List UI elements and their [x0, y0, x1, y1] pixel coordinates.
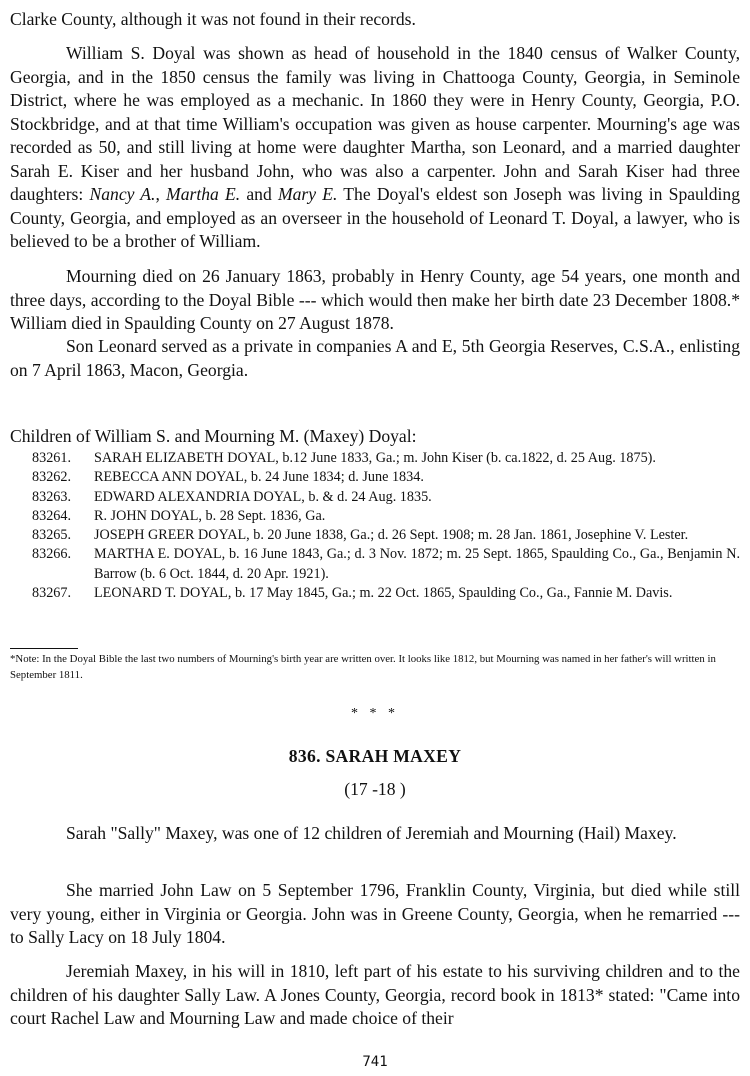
paragraph-census — [10, 42, 740, 254]
child-number: 83265. — [32, 527, 72, 544]
child-number: 83263. — [32, 488, 72, 505]
child-entry: SARAH ELIZABETH DOYAL, b.12 June 1833, Ga.; m. John Kiser (b. ca.1822, d. 25 Aug. 1875). — [94, 450, 656, 466]
document-page — [10, 0, 740, 1076]
census-text-a: William S. Doyal was shown as head of household in the 1840 census of Walker County, Georgia, and in the 1850 census the family was living in Chattooga County, Georgia, in Seminole District, where he was employed as a mechanic. In 1860 they were in Henry County, Georgia, P.O. Stockbridge, and at that time William's occupation was given as house carpenter. Mourning's age was recorded as 50, and still living at home were daughter Martha, son Leonard, and a married daughter Sarah E. Kiser and her husband John, who was also a carpenter. John and Sarah Kiser had three daughters: — [10, 43, 740, 204]
page-number: 741 — [362, 1054, 388, 1070]
child-entry: EDWARD ALEXANDRIA DOYAL, b. & d. 24 Aug. 1835. — [94, 488, 432, 505]
census-sep-2: and — [240, 184, 278, 204]
child-number: 83266. — [32, 546, 72, 563]
footnote-divider — [10, 648, 78, 649]
paragraph-sarah-marriage: She married John Law on 5 September 1796, Franklin County, Virginia, but died while still very young, either in Virginia or Georgia. John was in Greene County, Georgia, when he remarried --- to Sally Lacy on 18 July 1804. — [10, 880, 740, 947]
child-entry: REBECCA ANN DOYAL, b. 24 June 1834; d. June 1834. — [94, 469, 424, 486]
child-entry: JOSEPH GREER DOYAL, b. 20 June 1838, Ga.; d. 26 Sept. 1908; m. 28 Jan. 1861, Josephine V. Lester. — [94, 527, 689, 544]
children-list — [32, 449, 740, 603]
paragraph-sarah-intro: Sarah "Sally" Maxey, was one of 12 children of Jeremiah and Mourning (Hail) Maxey. — [66, 823, 677, 843]
child-entry: LEONARD T. DOYAL, b. 17 May 1845, Ga.; m. 22 Oct. 1865, Spaulding Co., Ga., Fannie M. Davis. — [94, 585, 673, 602]
daughter-name-mary: Mary E. — [277, 184, 338, 204]
census-text-b: The Doyal's eldest son Joseph was living in Spaulding County, Georgia, and employed as an overseer in the household of Leonard T. Doyal, a lawyer, who is believed to be a brother of William. — [10, 184, 741, 251]
list-item — [32, 584, 740, 603]
children-heading: Children of William S. and Mourning M. (Maxey) Doyal: — [10, 426, 417, 446]
child-number: 83261. — [32, 450, 72, 466]
list-item — [32, 526, 740, 545]
section-dates: (17 -18 ) — [344, 779, 406, 799]
paragraph-mourning-death: Mourning died on 26 January 1863, probably in Henry County, age 54 years, one month and three days, according to the Doyal Bible --- which would then make her birth date 23 December 1808.* William died in Spaulding County on 27 August 1878. — [10, 266, 740, 333]
paragraph-leonard-service: Son Leonard served as a private in companies A and E, 5th Georgia Reserves, C.S.A., enlisting on 7 April 1863, Macon, Georgia. — [10, 336, 740, 380]
list-item — [32, 488, 740, 507]
child-number: 83264. — [32, 507, 72, 524]
child-number: 83267. — [32, 585, 72, 602]
footnote: *Note: In the Doyal Bible the last two numbers of Mourning's birth year are written over. It looks like 1812, but Mourning was named in her father's will written in September 1811. — [10, 653, 716, 681]
list-item — [32, 507, 740, 526]
paragraph-jeremiah-will: Jeremiah Maxey, in his will in 1810, left part of his estate to his surviving children and to the children of his daughter Sally Law. A Jones County, Georgia, record book in 1813* stated: "Came into court Rachel Law and Mourning Law and made choice of their — [10, 961, 740, 1028]
child-number: 83262. — [32, 469, 72, 486]
paragraph-clarke-county: Clarke County, although it was not found in their records. — [10, 9, 416, 29]
census-sep-1: , — [155, 184, 167, 204]
daughter-name-nancy: Nancy A. — [89, 184, 156, 204]
child-entry: R. JOHN DOYAL, b. 28 Sept. 1836, Ga. — [94, 507, 326, 524]
child-entry: MARTHA E. DOYAL, b. 16 June 1843, Ga.; d. 3 Nov. 1872; m. 25 Sept. 1865, Spaulding Co., Ga., Benjamin N. Barrow (b. 6 Oct. 1844, d. 20 Apr. 1921). — [94, 546, 740, 582]
section-title: 836. SARAH MAXEY — [288, 746, 462, 766]
section-separator: * * * — [351, 706, 399, 721]
list-item — [32, 545, 740, 584]
daughter-name-martha: Martha E. — [166, 184, 241, 204]
list-item — [32, 468, 740, 487]
list-item — [32, 449, 740, 468]
